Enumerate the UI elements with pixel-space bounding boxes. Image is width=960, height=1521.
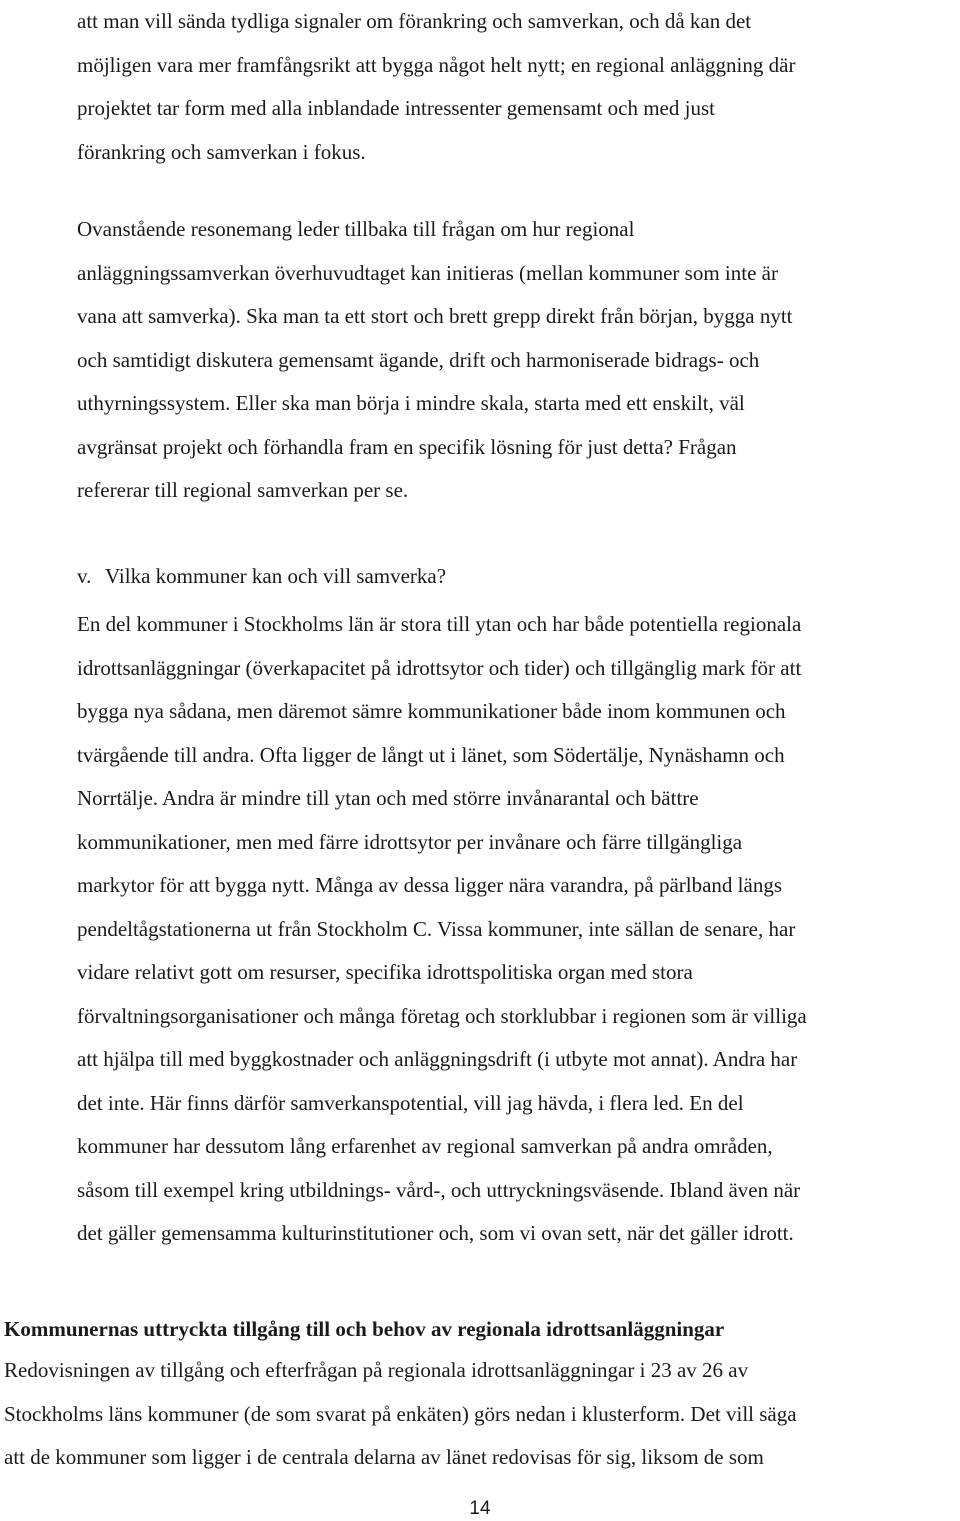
section-number: v. [77, 564, 92, 588]
page-number: 14 [469, 1498, 491, 1519]
text-line: vidare relativt gott om resurser, specifika idrottspolitiska organ med stora [77, 960, 693, 984]
text-line: markytor för att bygga nytt. Många av dessa ligger nära varandra, på pärlband längs [77, 873, 782, 897]
text-line: tvärgående till andra. Ofta ligger de långt ut i länet, som Södertälje, Nynäshamn och [77, 742, 785, 767]
paragraph-4 [4, 1349, 797, 1480]
text-line: kommuner har dessutom lång erfarenhet av regional samverkan på andra områden, [77, 1134, 773, 1158]
text-line: såsom till exempel kring utbildnings- vård-, och uttryckningsväsende. Ibland även när [77, 1177, 801, 1202]
text-line: Norrtälje. Andra är mindre till ytan och med större invånarantal och bättre [77, 786, 699, 810]
text-line: En del kommuner i Stockholms län är stora till ytan och har både potentiella regionala [77, 612, 802, 636]
text-line: projektet tar form med alla inblandade intressenter gemensamt och med just [77, 96, 715, 120]
text-line: refererar till regional samverkan per se. [77, 478, 409, 502]
text-line: bygga nya sådana, men däremot sämre kommunikationer både inom kommunen och [77, 699, 786, 723]
text-line: det gäller gemensamma kulturinstitutioner och, som vi ovan sett, när det gäller idrott. [77, 1221, 794, 1245]
text-line: anläggningssamverkan överhuvudtaget kan initieras (mellan kommuner som inte är [77, 260, 778, 285]
text-line: förankring och samverkan i fokus. [77, 139, 366, 164]
text-line: vana att samverka). Ska man ta ett stort och brett grepp direkt från början, bygga nytt [77, 304, 793, 328]
paragraph-3 [77, 603, 807, 1256]
text-line: pendeltågstationerna ut från Stockholm C. Vissa kommuner, inte sällan de senare, har [77, 916, 796, 941]
text-line: och samtidigt diskutera gemensamt ägande, drift och harmoniserade bidrags- och [77, 347, 760, 372]
text-line: Ovanstående resonemang leder tillbaka till frågan om hur regional [77, 217, 635, 241]
text-line: kommunikationer, men med färre idrottsytor per invånare och färre tillgängliga [77, 829, 743, 854]
text-line: det inte. Här finns därför samverkanspotential, vill jag hävda, i flera led. En del [77, 1090, 744, 1115]
text-line: att man vill sända tydliga signaler om förankring och samverkan, och då kan det [77, 9, 752, 33]
text-line: att de kommuner som ligger i de centrala delarna av länet redovisas för sig, liksom de som [4, 1445, 764, 1469]
paragraph-1 [77, 0, 795, 174]
text-line: Redovisningen av tillgång och efterfrågan på regionala idrottsanläggningar i 23 av 26 av [4, 1358, 749, 1382]
text-line: uthyrningssystem. Eller ska man börja i mindre skala, starta med ett enskilt, väl [77, 391, 745, 415]
text-line: Stockholms läns kommuner (de som svarat på enkäten) görs nedan i klusterform. Det vill säga [4, 1401, 797, 1426]
text-line: avgränsat projekt och förhandla fram en specifik lösning för just detta? Frågan [77, 434, 737, 459]
text-line: att hjälpa till med byggkostnader och anläggningsdrift (i utbyte mot annat). Andra har [77, 1047, 798, 1071]
text-line: möjligen vara mer framfångsrikt att bygga något helt nytt; en regional anläggning där [77, 52, 796, 77]
section-heading-kommunernas: Kommunernas uttryckta tillgång till och behov av regionala idrottsanläggningar [4, 1317, 725, 1341]
section-title: Vilka kommuner kan och vill samverka? [105, 564, 447, 588]
paragraph-2 [77, 208, 793, 513]
text-line: idrottsanläggningar (överkapacitet på idrottsytor och tider) och tillgänglig mark för att [77, 655, 802, 680]
text-line: förvaltningsorganisationer och många företag och storklubbar i regionen som är villiga [77, 1003, 807, 1028]
